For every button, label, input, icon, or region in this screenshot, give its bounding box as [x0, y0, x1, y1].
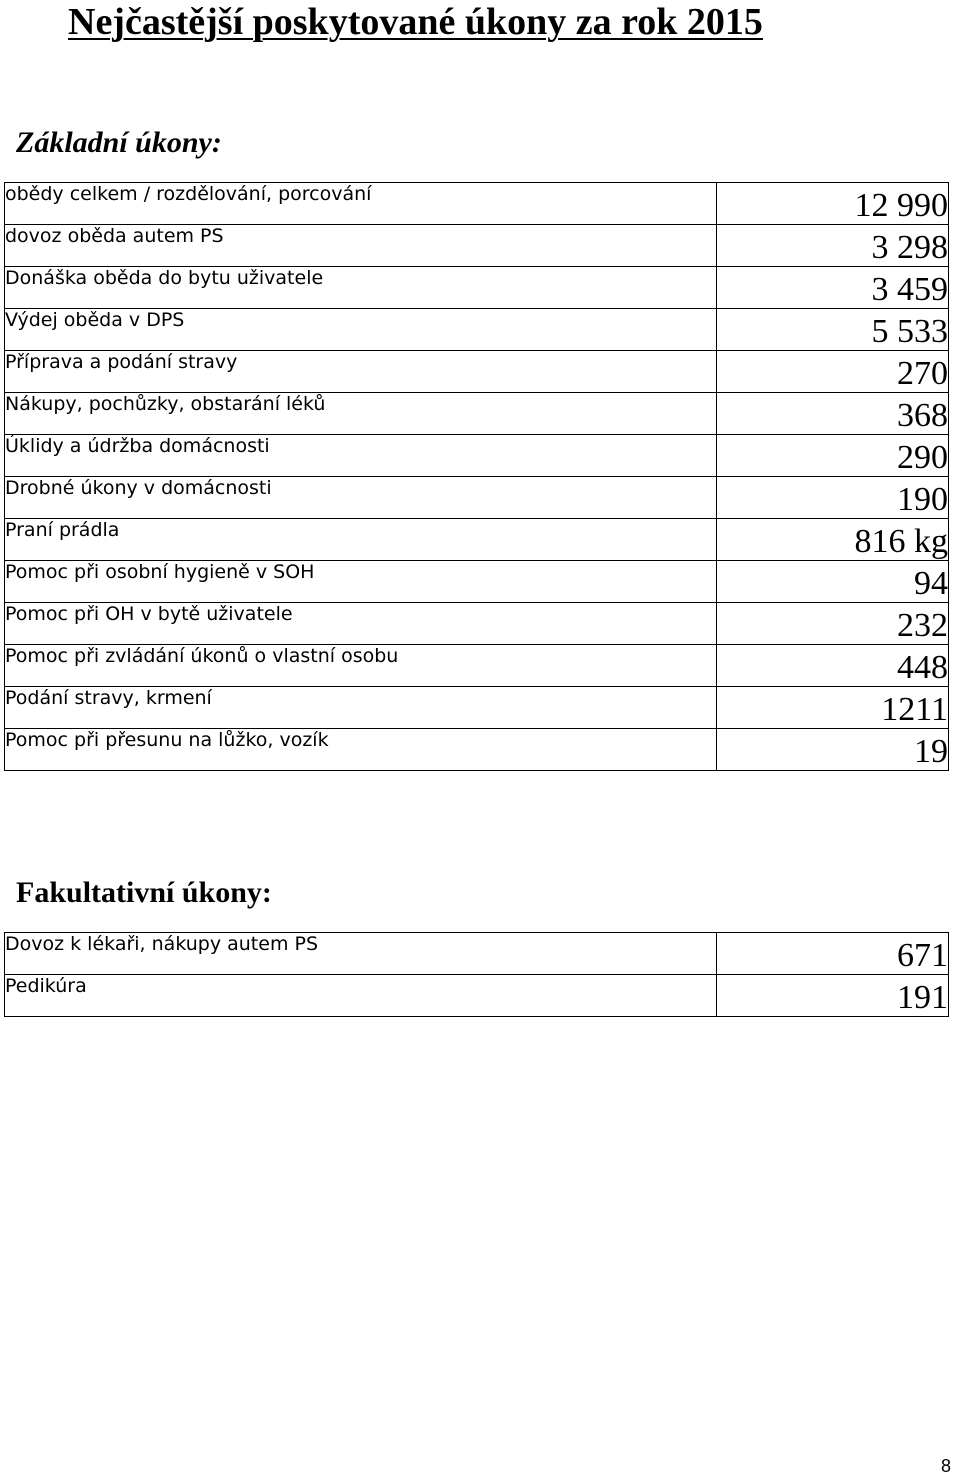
- table-row: [5, 477, 949, 519]
- table-row: [5, 351, 949, 393]
- table-row: [5, 435, 949, 477]
- table-row: [5, 603, 949, 645]
- table-row: [5, 933, 949, 975]
- service-label: dovoz oběda autem PS: [5, 225, 717, 267]
- table-row: [5, 975, 949, 1017]
- service-count: 12 990: [717, 183, 949, 225]
- service-count: 448: [717, 645, 949, 687]
- service-count: 190: [717, 477, 949, 519]
- service-label: Pomoc při přesunu na lůžko, vozík: [5, 729, 717, 771]
- table-row: [5, 225, 949, 267]
- table-row: [5, 519, 949, 561]
- service-label: obědy celkem / rozdělování, porcování: [5, 183, 717, 225]
- table-row: [5, 393, 949, 435]
- service-count: 94: [717, 561, 949, 603]
- service-count: 191: [717, 975, 949, 1017]
- service-label: Pomoc při osobní hygieně v SOH: [5, 561, 717, 603]
- table-row: [5, 183, 949, 225]
- table-row: [5, 309, 949, 351]
- service-label: Dovoz k lékaři, nákupy autem PS: [5, 933, 717, 975]
- service-label: Pedikúra: [5, 975, 717, 1017]
- service-count: 19: [717, 729, 949, 771]
- section-heading-basic: Základní úkony:: [16, 126, 222, 159]
- service-label: Výdej oběda v DPS: [5, 309, 717, 351]
- optional-services-body: [5, 933, 949, 1017]
- service-count: 3 298: [717, 225, 949, 267]
- table-row: [5, 729, 949, 771]
- service-label: Drobné úkony v domácnosti: [5, 477, 717, 519]
- service-label: Pomoc při zvládání úkonů o vlastní osobu: [5, 645, 717, 687]
- service-count: 270: [717, 351, 949, 393]
- service-count: 232: [717, 603, 949, 645]
- table-row: [5, 561, 949, 603]
- optional-services-table: [4, 932, 949, 1017]
- table-row: [5, 645, 949, 687]
- service-label: Příprava a podání stravy: [5, 351, 717, 393]
- service-count: 671: [717, 933, 949, 975]
- service-count: 3 459: [717, 267, 949, 309]
- table-row: [5, 267, 949, 309]
- service-count: 5 533: [717, 309, 949, 351]
- service-label: Donáška oběda do bytu uživatele: [5, 267, 717, 309]
- service-label: Úklidy a údržba domácnosti: [5, 435, 717, 477]
- service-count: 290: [717, 435, 949, 477]
- service-count: 368: [717, 393, 949, 435]
- section-heading-optional: Fakultativní úkony:: [16, 876, 272, 909]
- page-title: Nejčastější poskytované úkony za rok 2015: [68, 1, 763, 43]
- service-count: 1211: [717, 687, 949, 729]
- basic-services-table: [4, 182, 949, 771]
- page-number: 8: [940, 1456, 951, 1476]
- service-label: Pomoc při OH v bytě uživatele: [5, 603, 717, 645]
- basic-services-body: [5, 183, 949, 771]
- service-label: Praní prádla: [5, 519, 717, 561]
- service-label: Nákupy, pochůzky, obstarání léků: [5, 393, 717, 435]
- service-count: 816 kg: [717, 519, 949, 561]
- service-label: Podání stravy, krmení: [5, 687, 717, 729]
- table-row: [5, 687, 949, 729]
